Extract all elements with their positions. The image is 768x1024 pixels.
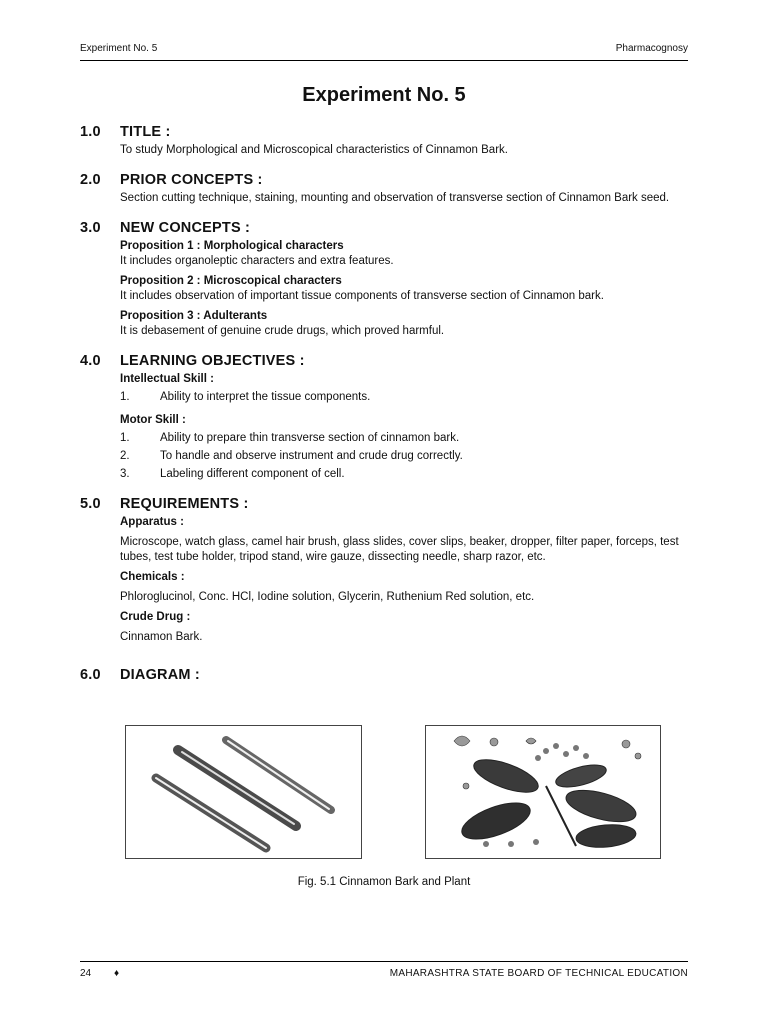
section-number: 3.0 xyxy=(80,220,101,236)
figure-5-1 xyxy=(125,725,665,859)
section-heading: DIAGRAM : xyxy=(120,667,200,683)
list-item: 1. Ability to interpret the tissue components. xyxy=(120,391,371,403)
motor-skill-heading: Motor Skill : xyxy=(120,414,186,426)
proposition-1-text: It includes organoleptic characters and extra features. xyxy=(120,255,394,267)
crude-drug-text: Cinnamon Bark. xyxy=(120,631,203,643)
header-left: Experiment No. 5 xyxy=(80,43,158,54)
page-number: 24 xyxy=(80,968,92,979)
section-diagram xyxy=(80,667,688,683)
section-number: 2.0 xyxy=(80,172,101,188)
section-number: 4.0 xyxy=(80,353,101,369)
page-title: Experiment No. 5 xyxy=(302,84,466,106)
apparatus-heading: Apparatus : xyxy=(120,516,184,528)
section-number: 6.0 xyxy=(80,667,101,683)
section-title xyxy=(80,124,688,158)
section-heading: REQUIREMENTS : xyxy=(120,496,249,512)
cinnamon-plant-illustration xyxy=(426,726,660,858)
section-heading: TITLE : xyxy=(120,124,171,140)
intellectual-skill-heading: Intellectual Skill : xyxy=(120,373,214,385)
header-rule xyxy=(80,60,688,61)
apparatus-text: Microscope, watch glass, camel hair brush, glass slides, cover slips, beaker, dropper, filter paper, forceps, test tubes, test tube holder, tripod stand, wire gauze, dissecting needle, sharp razor, etc. xyxy=(120,536,679,563)
cinnamon-plant-image xyxy=(425,725,661,859)
section-number: 5.0 xyxy=(80,496,101,512)
list-item: 3. Labeling different component of cell. xyxy=(120,468,345,480)
proposition-3-text: It is debasement of genuine crude drugs, which proved harmful. xyxy=(120,325,445,337)
section-text: Section cutting technique, staining, mounting and observation of transverse section of Cinnamon Bark seed. xyxy=(120,192,670,204)
proposition-1-heading: Proposition 1 : Morphological characters xyxy=(120,240,344,252)
main-content xyxy=(80,124,688,697)
section-new-concepts xyxy=(80,220,688,339)
header-right: Pharmacognosy xyxy=(615,43,688,54)
section-requirements xyxy=(80,496,688,645)
proposition-2-heading: Proposition 2 : Microscopical characters xyxy=(120,275,342,287)
footer-rule xyxy=(80,961,688,962)
list-item: 2. To handle and observe instrument and crude drug correctly. xyxy=(120,450,463,462)
footer-publisher: MAHARASHTRA STATE BOARD OF TECHNICAL EDUCATION xyxy=(389,968,688,979)
section-heading: PRIOR CONCEPTS : xyxy=(120,172,263,188)
diamond-icon: ♦ xyxy=(114,968,120,979)
section-prior-concepts xyxy=(80,172,688,206)
crude-drug-heading: Crude Drug : xyxy=(120,611,191,623)
proposition-3-heading: Proposition 3 : Adulterants xyxy=(120,310,268,322)
section-heading: LEARNING OBJECTIVES : xyxy=(120,353,305,369)
cinnamon-bark-image xyxy=(125,725,362,859)
chemicals-text: Phloroglucinol, Conc. HCl, Iodine solution, Glycerin, Ruthenium Red solution, etc. xyxy=(120,591,535,603)
cinnamon-bark-illustration xyxy=(126,726,361,858)
section-heading: NEW CONCEPTS : xyxy=(120,220,251,236)
list-item: 1. Ability to prepare thin transverse section of cinnamon bark. xyxy=(120,432,460,444)
proposition-2-text: It includes observation of important tissue components of transverse section of Cinnamon bark. xyxy=(120,290,604,302)
section-number: 1.0 xyxy=(80,124,101,140)
section-text: To study Morphological and Microscopical characteristics of Cinnamon Bark. xyxy=(120,144,508,156)
figure-caption: Fig. 5.1 Cinnamon Bark and Plant xyxy=(297,876,471,888)
chemicals-heading: Chemicals : xyxy=(120,571,185,583)
section-learning-objectives xyxy=(80,353,688,482)
